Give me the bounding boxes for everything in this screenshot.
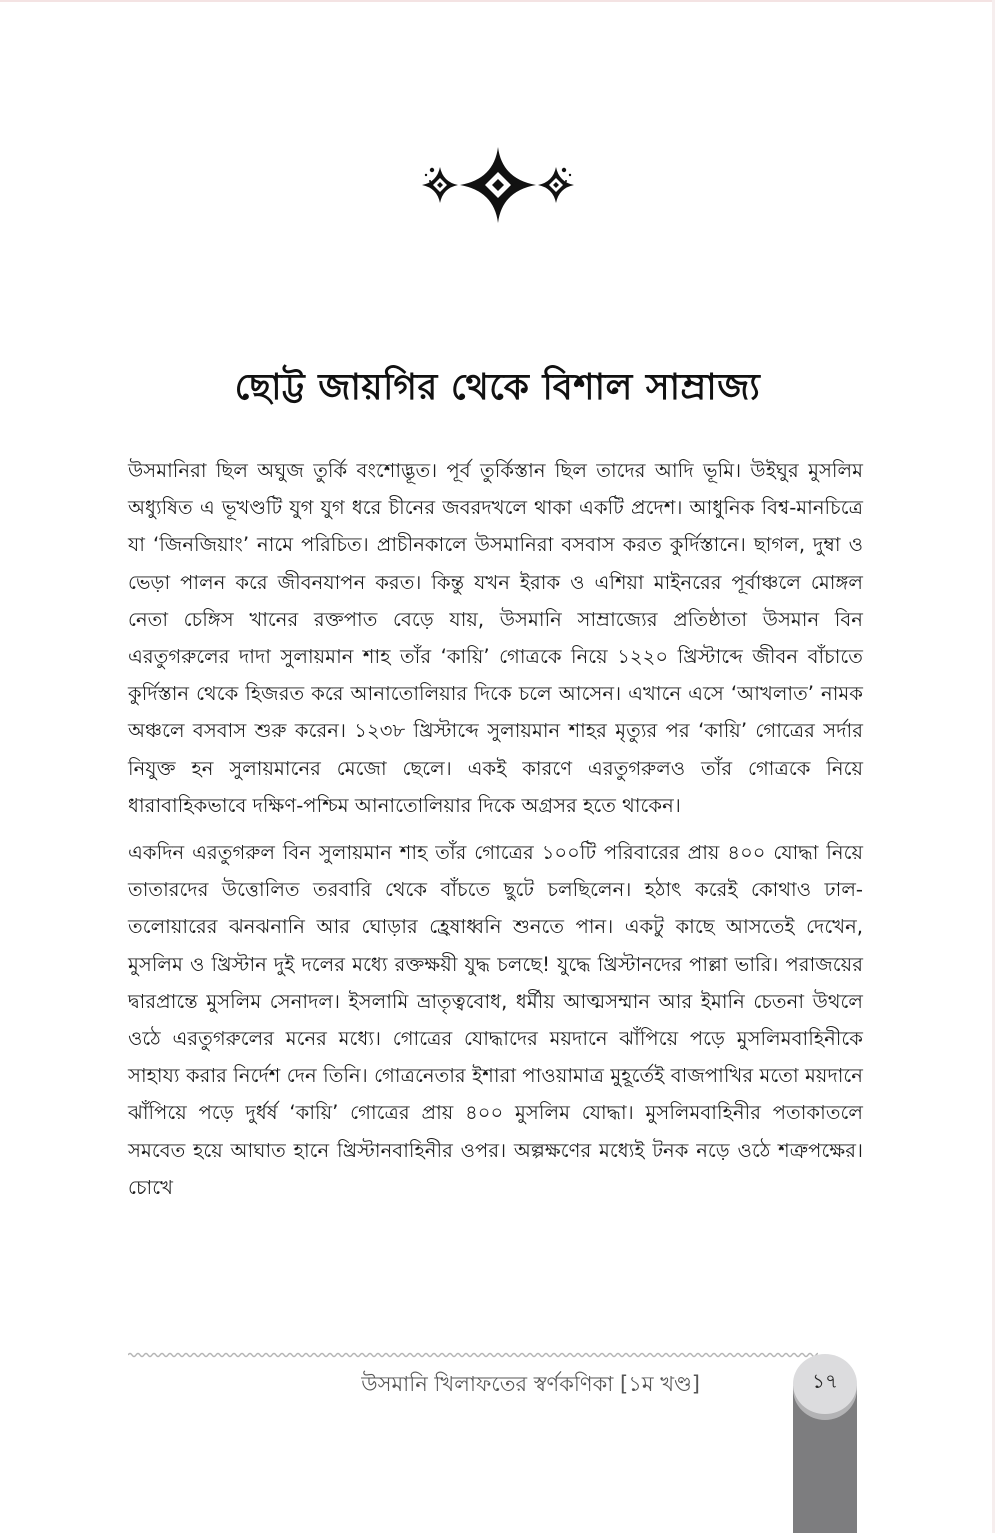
four-point-star-ornament-icon bbox=[418, 145, 578, 225]
body-text bbox=[128, 452, 863, 1206]
small-star-right-icon bbox=[538, 167, 574, 203]
small-star-left-icon bbox=[422, 167, 458, 203]
page-top-edge bbox=[0, 0, 995, 2]
paragraph-1: উসমানিরা ছিল অঘুজ তুর্কি বংশোদ্ভূত। পূর্ব তুর্কিস্তান ছিল তাদের আদি ভূমি। উইঘুর মুসলিম অধ্যুষিত এ ভূখণ্ডটি যুগ যুগ ধরে চীনের জবরদখলে থাকা একটি প্রদেশ। আধুনিক বিশ্ব-মানচিত্রে যা ‘জিনজিয়াং’ নামে পরিচিত। প্রাচীনকালে উসমানিরা বসবাস করত কুর্দিস্তানে। ছাগল, দুম্বা ও ভেড়া পালন করে জীবনযাপন করত। কিন্তু যখন ইরাক ও এশিয়া মাইনরের পূর্বাঞ্চলে মোঙ্গল নেতা চেঙ্গিস খানের রক্তপাত বেড়ে যায়, উসমানি সাম্রাজ্যের প্রতিষ্ঠাতা উসমান বিন এরতুগরুলের দাদা সুলায়মান শাহ তাঁর ‘কায়ি’ গোত্রকে নিয়ে ১২২০ খ্রিস্টাব্দে জীবন বাঁচাতে কুর্দিস্তান থেকে হিজরত করে আনাতোলিয়ার দিকে চলে আসেন। এখানে এসে ‘আখলাত’ নামক অঞ্চলে বসবাস শুরু করেন। ১২৩৮ খ্রিস্টাব্দে সুলায়মান শাহর মৃত্যুর পর ‘কায়ি’ গোত্রের সর্দার নিযুক্ত হন সুলায়মানের মেজো ছেলে। একই কারণে এরতুগরুলও তাঁর গোত্রকে নিয়ে ধারাবাহিকভাবে দক্ষিণ-পশ্চিম আনাতোলিয়ার দিকে অগ্রসর হতে থাকেন। bbox=[128, 459, 863, 817]
chapter-title: ছোট্ট জায়গির থেকে বিশাল সাম্রাজ্য bbox=[234, 367, 761, 408]
footer-wavy-rule bbox=[128, 1350, 818, 1360]
page-number-tab bbox=[793, 1354, 857, 1533]
running-footer-book-title: উসমানি খিলাফতের স্বর্ণকণিকা [১ম খণ্ড] bbox=[361, 1372, 700, 1396]
paragraph-2: একদিন এরতুগরুল বিন সুলায়মান শাহ তাঁর গোত্রের ১০০টি পরিবারের প্রায় ৪০০ যোদ্ধা নিয়ে তাতারদের উত্তোলিত তরবারি থেকে বাঁচতে ছুটে চলছিলেন। হঠাৎ করেই কোথাও ঢাল-তলোয়ারের ঝনঝনানি আর ঘোড়ার হ্রেষাধ্বনি শুনতে পান। একটু কাছে আসতেই দেখেন, মুসলিম ও খ্রিস্টান দুই দলের মধ্যে রক্তক্ষয়ী যুদ্ধ চলছে! যুদ্ধে খ্রিস্টানদের পাল্লা ভারি। পরাজয়ের দ্বারপ্রান্তে মুসলিম সেনাদল। ইসলামি ভ্রাতৃত্ববোধ, ধর্মীয় আত্মসম্মান আর ইমানি চেতনা উথলে ওঠে এরতুগরুলের মনের মধ্যে। গোত্রের যোদ্ধাদের ময়দানে ঝাঁপিয়ে পড়ে মুসলিমবাহিনীকে সাহায্য করার নির্দেশ দেন তিনি। গোত্রনেতার ইশারা পাওয়ামাত্র মুহূর্তেই বাজপাখির মতো ময়দানে ঝাঁপিয়ে পড়ে দুর্ধর্ষ ‘কায়ি’ গোত্রের প্রায় ৪০০ মুসলিম যোদ্ধা। মুসলিমবাহিনীর পতাকাতলে সমবেত হয়ে আঘাত হানে খ্রিস্টানবাহিনীর ওপর। অল্পক্ষণের মধ্যেই টনক নড়ে ওঠে শত্রুপক্ষের। চোখে bbox=[128, 841, 863, 1199]
large-star-center-icon bbox=[460, 147, 536, 223]
page-number: ১৭ bbox=[812, 1369, 838, 1393]
